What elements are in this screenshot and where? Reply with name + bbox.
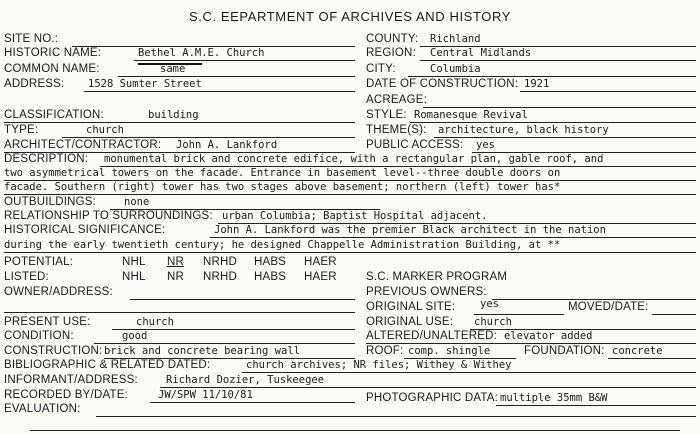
address-value: 1528 Sumter Street: [88, 78, 202, 90]
type-rule: [62, 137, 355, 138]
photographic-value: multiple 35mm B&W: [500, 392, 608, 404]
region-label: REGION:: [366, 47, 416, 59]
classification-value: building: [148, 109, 199, 121]
style-rule: [410, 122, 696, 123]
outbuildings-value: none: [124, 196, 150, 208]
marker-program-label: S.C. MARKER PROGRAM: [366, 271, 508, 283]
architect-value: John A. Lankford: [176, 139, 278, 151]
bibliographic-rule: [242, 372, 696, 373]
previous-owners-label: PREVIOUS OWNERS:: [366, 286, 487, 298]
bibliographic-label: BIBLIOGRAPHIC & RELATED DATED:: [4, 359, 211, 371]
city-value: Columbia: [430, 63, 481, 75]
owner-rule-2: [4, 312, 355, 313]
evaluation-label: EVALUATION:: [4, 403, 81, 415]
potential-nr: NR: [167, 256, 185, 268]
theme-value: architecture, black history: [438, 124, 609, 136]
theme-rule: [434, 137, 696, 138]
construction-value: brick and concrete bearing wall: [104, 345, 300, 357]
altered-value: elevator added: [504, 330, 593, 342]
altered-label-underline: [366, 343, 502, 344]
listed-habs: HABS: [254, 271, 287, 283]
photographic-rule: [496, 405, 696, 406]
altered-rule: [502, 343, 696, 344]
condition-label: CONDITION:: [4, 330, 74, 342]
classification-label-underline: [4, 122, 134, 123]
common-name-rule: [118, 76, 355, 77]
description-line-1: monumental brick and concrete edifice, with a rectangular plan, gable roof, and: [104, 153, 604, 165]
present-use-value: church: [136, 316, 174, 328]
present-use-label: PRESENT USE:: [4, 316, 91, 328]
significance-line-2: during the early twentieth century; he designed Chappelle Administration Building, at **: [4, 239, 561, 251]
foundation-value: concrete: [612, 345, 663, 357]
informant-rule: [160, 387, 696, 388]
present-use-rule: [112, 329, 355, 330]
classification-rule: [134, 122, 355, 123]
relationship-label: RELATIONSHIP TO SURROUNDINGS:: [4, 210, 213, 222]
public-access-value: yes: [476, 139, 495, 151]
classification-label: CLASSIFICATION:: [4, 109, 104, 121]
historic-name-rule: [134, 60, 355, 61]
condition-rule: [94, 343, 355, 344]
relationship-value: urban Columbia; Baptist Hospital adjacent.: [222, 210, 488, 222]
region-value: Central Midlands: [430, 47, 532, 59]
moved-date-rule: [652, 314, 696, 315]
region-rule: [420, 60, 696, 61]
previous-owners-rule: [492, 299, 696, 300]
site-no-label: SITE NO.:: [4, 33, 59, 45]
acreage-label: ACREAGE:: [366, 94, 428, 106]
evaluation-rule-2: [30, 430, 680, 431]
acreage-rule: [423, 107, 696, 108]
significance-label: HISTORICAL SIGNIFICANCE:: [4, 224, 166, 236]
informant-label: INFORMANT/ADDRESS:: [4, 374, 138, 386]
significance-rule-1: [210, 237, 696, 238]
description-rule-3: [4, 194, 696, 195]
original-site-rule: [474, 314, 564, 315]
evaluation-rule: [96, 416, 696, 417]
style-label: STYLE:: [366, 109, 407, 121]
informant-value: Richard Dozier, Tuskeegee: [166, 374, 325, 386]
significance-rule-2: [4, 252, 696, 253]
outbuildings-label: OUTBUILDINGS:: [4, 196, 97, 208]
foundation-rule: [608, 358, 696, 359]
potential-habs: HABS: [254, 256, 287, 268]
city-label: CITY:: [366, 63, 396, 75]
roof-value: comp. shingle: [408, 345, 491, 357]
description-label: DESCRIPTION:: [4, 153, 89, 165]
description-line-2: two asymmetrical towers on the facade. Entrance in basement level--three double doors on: [4, 167, 561, 179]
address-label: ADDRESS:: [4, 78, 65, 90]
style-value: Romanesque Revival: [414, 109, 528, 121]
listed-nr: NR: [167, 271, 185, 283]
address-rule: [84, 91, 355, 92]
historic-name-label: HISTORIC NAME:: [4, 47, 102, 59]
condition-value: good: [122, 330, 148, 342]
roof-label: ROOF:: [366, 345, 404, 357]
recorded-rule: [150, 402, 355, 403]
potential-nrhd: NRHD: [203, 256, 238, 268]
listed-label: LISTED:: [4, 271, 49, 283]
type-label: TYPE:: [4, 124, 39, 136]
moved-date-label: MOVED/DATE:: [568, 301, 649, 313]
original-use-label: ORIGINAL USE:: [366, 316, 454, 328]
listed-nhl: NHL: [122, 271, 146, 283]
altered-label: ALTERED/UNALTERED:: [366, 330, 497, 342]
form-title: S.C. EEPARTMENT OF ARCHIVES AND HISTORY: [189, 9, 511, 24]
date-construction-value: 1921: [524, 78, 550, 90]
county-label: COUNTY:: [366, 33, 419, 45]
significance-line-1: John A. Lankford was the premier Black architect in the nation: [214, 224, 606, 236]
theme-label: THEME(S):: [366, 124, 427, 136]
type-value: church: [86, 124, 124, 136]
foundation-label: FOUNDATION:: [524, 345, 605, 357]
owner-label: OWNER/ADDRESS:: [4, 286, 113, 298]
construction-label: CONSTRUCTION:: [4, 345, 103, 357]
recorded-label: RECORDED BY/DATE:: [4, 389, 128, 401]
potential-label: POTENTIAL:: [4, 256, 74, 268]
original-use-value: church: [474, 316, 512, 328]
original-site-value: yes: [480, 298, 499, 310]
potential-nhl: NHL: [122, 256, 146, 268]
architect-label: ARCHITECT/CONTRACTOR:: [4, 139, 162, 151]
original-site-label: ORIGINAL SITE:: [366, 301, 456, 313]
county-value: Richland: [430, 33, 481, 45]
date-construction-rule: [520, 91, 696, 92]
historic-name-value: Bethel A.M.E. Church: [138, 47, 265, 59]
common-name-label: COMMON NAME:: [4, 63, 100, 75]
potential-haer: HAER: [304, 256, 337, 268]
description-line-3: facade. Southern (right) tower has two stages above basement; northern (left) tower has*: [4, 181, 561, 193]
listed-haer: HAER: [304, 271, 337, 283]
date-construction-label: DATE OF CONSTRUCTION:: [366, 78, 519, 90]
photographic-label: PHOTOGRAPHIC DATA:: [366, 392, 499, 404]
listed-nrhd: NRHD: [203, 271, 238, 283]
recorded-value: JW/SPW 11/10/81: [158, 389, 253, 401]
owner-rule: [130, 299, 355, 300]
city-rule: [408, 76, 696, 77]
common-name-value: same: [160, 63, 186, 75]
public-access-label: PUBLIC ACCESS:: [366, 139, 464, 151]
bibliographic-value: church archives; NR files; Withey & Withey: [246, 359, 512, 371]
